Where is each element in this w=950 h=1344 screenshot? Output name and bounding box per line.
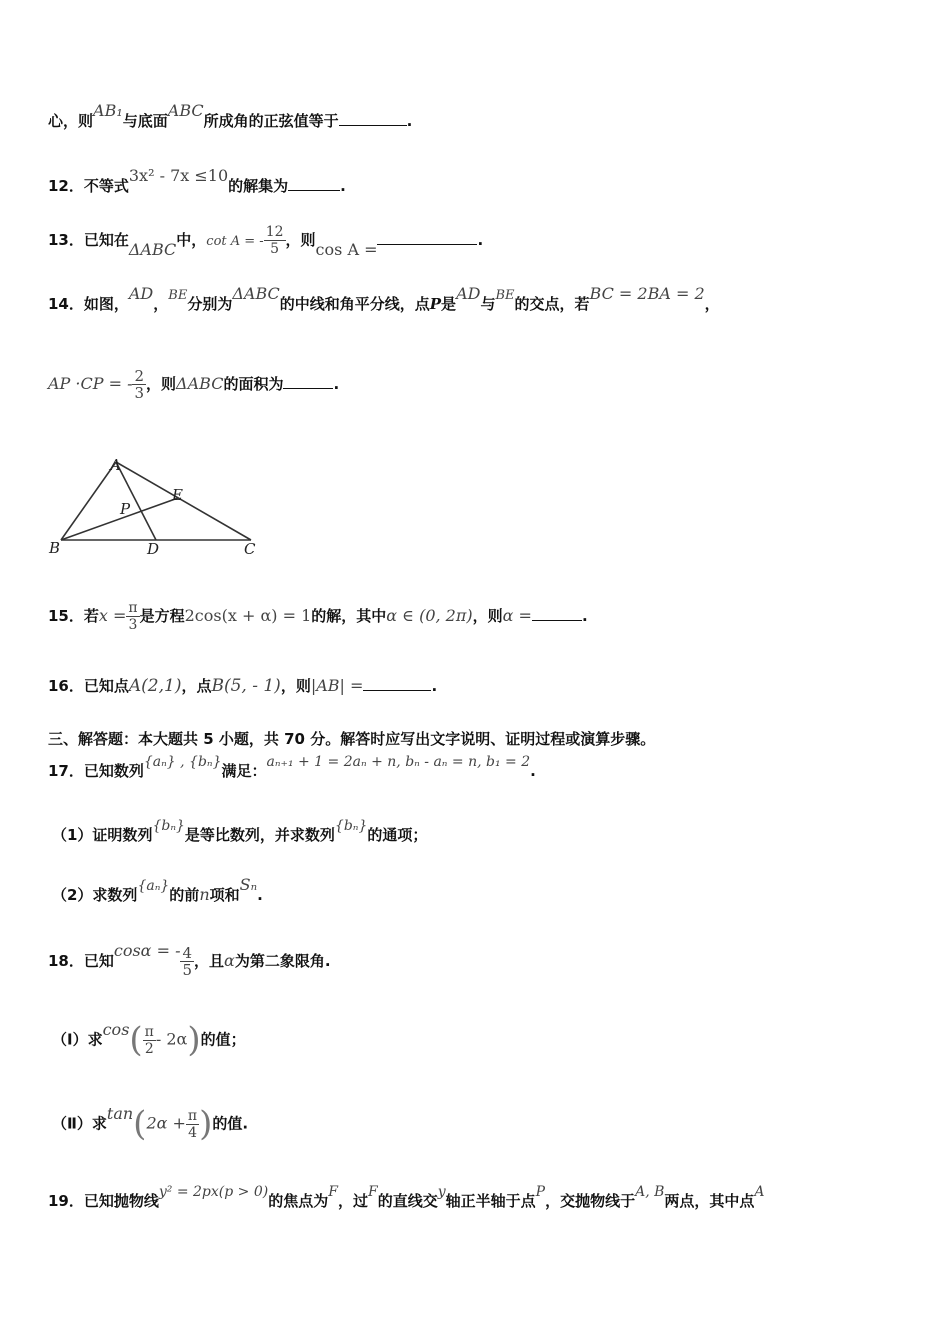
section-heading: 三、解答题：本大题共 5 小题，共 70 分。解答时应写出文字说明、证明过程或演算步骤。 [48, 730, 656, 748]
q14-math-ad2: AD [456, 284, 481, 303]
q11-text-post: 所成角的正弦值等于 [203, 112, 339, 130]
q18 [48, 941, 331, 979]
q19-math-p: P [535, 1184, 546, 1200]
q16-text-1: ，点 [181, 677, 212, 695]
q14-text-2: 的中线和角平分线，点 [279, 295, 430, 313]
q14-text-5: 的交点，若 [514, 295, 590, 313]
q15-text-2: 的解，其中 [311, 607, 387, 625]
q19-text-3: 的直线交 [377, 1192, 438, 1210]
q11-math-abc: ABC [167, 101, 204, 120]
q14-text-3: 是 [441, 295, 457, 313]
edge-ab [61, 462, 116, 540]
q15-math-range: α ∈ (0, 2π) [386, 606, 473, 625]
q17-end: . [530, 762, 536, 780]
q12-inequality: 3x² - 7x ≤10 [128, 166, 229, 185]
q14-text-1: 分别为 [187, 295, 233, 313]
q14-end: . [333, 375, 340, 393]
q17-part1-math-b: {bₙ} [152, 818, 185, 834]
q18-part1-fraction: $\frac{\pi}{2}$ [144, 1023, 154, 1057]
label-a: A [110, 456, 121, 474]
q15 [48, 600, 588, 633]
q14-text-8: 的面积为 [223, 375, 284, 393]
q14-text-7: ，则 [146, 375, 177, 393]
q13-fraction: $\frac{12}{5}$ [265, 224, 284, 257]
q18-part1-paren-left: ( [129, 1020, 143, 1060]
q19-math-y: y [437, 1184, 446, 1200]
q16-text-2: ，则 [280, 677, 311, 695]
q14-math-dot-product: AP ·CP = - [48, 374, 133, 393]
q15-math-alpha: α = [502, 606, 532, 625]
q16-math-point-b: B(5, - 1) [211, 676, 281, 696]
q14-fraction: $\frac{2}{3}$ [134, 367, 145, 402]
q17-part1-text-post: 的通项； [367, 826, 428, 844]
q17-part2-end: . [257, 886, 263, 904]
q13-number: 13．已知在 [48, 231, 129, 249]
q11-tail [48, 101, 413, 131]
q18-part2-text-post: 的值. [212, 1114, 249, 1133]
q18-part2-paren-left: ( [133, 1104, 147, 1144]
q11-text-mid: 与底面 [122, 112, 168, 130]
q14-math-triangle2: ΔABC [176, 374, 224, 393]
triangle-figure [44, 452, 274, 562]
q19-math-ab: A, B [635, 1184, 665, 1200]
q16-answer-blank[interactable] [363, 676, 431, 691]
q18-part2-text: （Ⅱ）求 [52, 1114, 107, 1133]
q18-part2-paren-right: ) [199, 1104, 213, 1144]
q19-math-f: F [328, 1184, 338, 1200]
label-d: D [147, 540, 160, 558]
q19-math-a: A [754, 1184, 765, 1200]
q17-part2-text: （2）求数列 [52, 886, 138, 904]
q17-part2-text-mid2: 项和 [209, 886, 240, 904]
q18-part1-math-rest: - 2α [155, 1029, 188, 1049]
q19-math-f2: F [367, 1184, 378, 1200]
q18-part1 [52, 1020, 246, 1060]
q14-number: 14．如图， [48, 295, 129, 313]
q17-part2-math-n: n [199, 885, 210, 904]
q16 [48, 675, 437, 696]
q15-text-1: 是方程 [139, 607, 185, 625]
q14-answer-blank[interactable] [283, 374, 333, 389]
q18-text-1: ，且 [194, 952, 225, 970]
q19-math-parabola: y² = 2px(p > 0) [158, 1184, 269, 1200]
q15-answer-blank[interactable] [532, 606, 582, 621]
q17-part2-math-a: {aₙ} [137, 878, 170, 894]
q19-number: 19．已知抛物线 [48, 1192, 159, 1210]
q13-math-cos: cos A = [315, 240, 378, 259]
q14-math-ad: AD [128, 284, 154, 303]
q14-text-6: ， [704, 295, 720, 313]
q18-part1-math-cos: cos [102, 1019, 130, 1039]
q17-part1-text-mid: 是等比数列，并求数列 [184, 826, 335, 844]
q19-text-1: 的焦点为 [268, 1192, 329, 1210]
q15-fraction: $\frac{\pi}{3}$ [128, 600, 138, 633]
q17-part2-text-mid: 的前 [169, 886, 200, 904]
q16-number: 16．已知点 [48, 677, 129, 695]
q19-text-4: 轴正半轴于点 [445, 1192, 536, 1210]
q18-part2-math-pre: 2α + [146, 1113, 186, 1133]
q18-part1-text: （Ⅰ）求 [52, 1030, 103, 1049]
label-p: P [120, 500, 131, 518]
q12-end: . [340, 177, 346, 195]
q16-math-abs: |AB| = [310, 676, 364, 695]
q18-number: 18．已知 [48, 952, 114, 970]
q18-part2-fraction: $\frac{\pi}{4}$ [187, 1107, 198, 1141]
q14-text-4: 与 [480, 295, 496, 313]
q19-text-2: ，过 [337, 1192, 368, 1210]
q11-text: 心，则 [48, 112, 94, 130]
q17-part2 [52, 875, 263, 905]
q17-math-sequences: {aₙ} , {bₙ} [143, 754, 222, 770]
q15-text-3: ，则 [472, 607, 503, 625]
q11-end: . [406, 112, 413, 130]
q17-part1 [52, 818, 428, 845]
q12-number: 12．不等式 [48, 177, 129, 195]
q13-math-cot: cot A = - [206, 234, 264, 249]
q17-math-conditions: aₙ₊₁ + 1 = 2aₙ + n, bₙ - aₙ = n, b₁ = 2 [266, 754, 531, 770]
q14-math-be2: BE [495, 288, 515, 303]
q13-answer-blank[interactable] [377, 230, 477, 245]
q14-point-p: P [429, 295, 442, 313]
q15-math-equation: 2cos(x + α) = 1 [184, 606, 312, 625]
q13 [48, 224, 483, 257]
label-c: C [244, 540, 256, 558]
q14-math-condition: BC = 2BA = 2 [589, 284, 705, 303]
q18-math-alpha: α [224, 951, 235, 970]
q17-part1-text: （1）证明数列 [52, 826, 153, 844]
label-e: E [172, 486, 183, 504]
q13-end: . [477, 231, 484, 249]
q13-math-triangle: ΔABC [128, 240, 177, 259]
q19-text-6: 两点，其中点 [664, 1192, 755, 1210]
q17-text-1: 满足： [221, 762, 267, 780]
q18-text-2: 为第二象限角. [234, 952, 331, 970]
q18-part1-text-post: 的值； [200, 1030, 246, 1049]
q14-line2 [48, 368, 339, 401]
q13-text-post: ，则 [285, 231, 316, 249]
q15-math-x: x = [98, 606, 127, 625]
q12-answer-blank[interactable] [288, 176, 340, 191]
q12-text: 的解集为 [228, 177, 289, 195]
q15-end: . [581, 607, 588, 625]
q18-part1-paren-right: ) [187, 1020, 201, 1060]
q11-math-ab1: AB₁ [93, 101, 123, 120]
q18-fraction: $\frac{4}{5}$ [182, 944, 193, 979]
q17 [48, 754, 536, 781]
q13-text: 中， [176, 231, 207, 249]
q14-comma: ， [153, 295, 169, 313]
q18-part2-math-tan: tan [106, 1103, 134, 1123]
q18-part2 [52, 1104, 248, 1144]
label-b: B [49, 539, 61, 557]
q18-math-cos: cosα = - [113, 941, 181, 960]
q16-end: . [431, 677, 438, 695]
q14-math-be: BE [168, 288, 188, 303]
q17-number: 17．已知数列 [48, 762, 144, 780]
q17-part1-math-b2: {bₙ} [334, 818, 368, 834]
q14 [48, 284, 720, 314]
q17-part2-math-s: Sₙ [239, 875, 258, 894]
q14-math-triangle: ΔABC [232, 284, 280, 303]
q19-text-5: ，交抛物线于 [545, 1192, 636, 1210]
q19 [48, 1184, 765, 1211]
q12 [48, 166, 346, 196]
q11-answer-blank[interactable] [339, 111, 407, 126]
q16-math-point-a: A(2,1) [128, 676, 182, 696]
q15-number: 15．若 [48, 607, 99, 625]
